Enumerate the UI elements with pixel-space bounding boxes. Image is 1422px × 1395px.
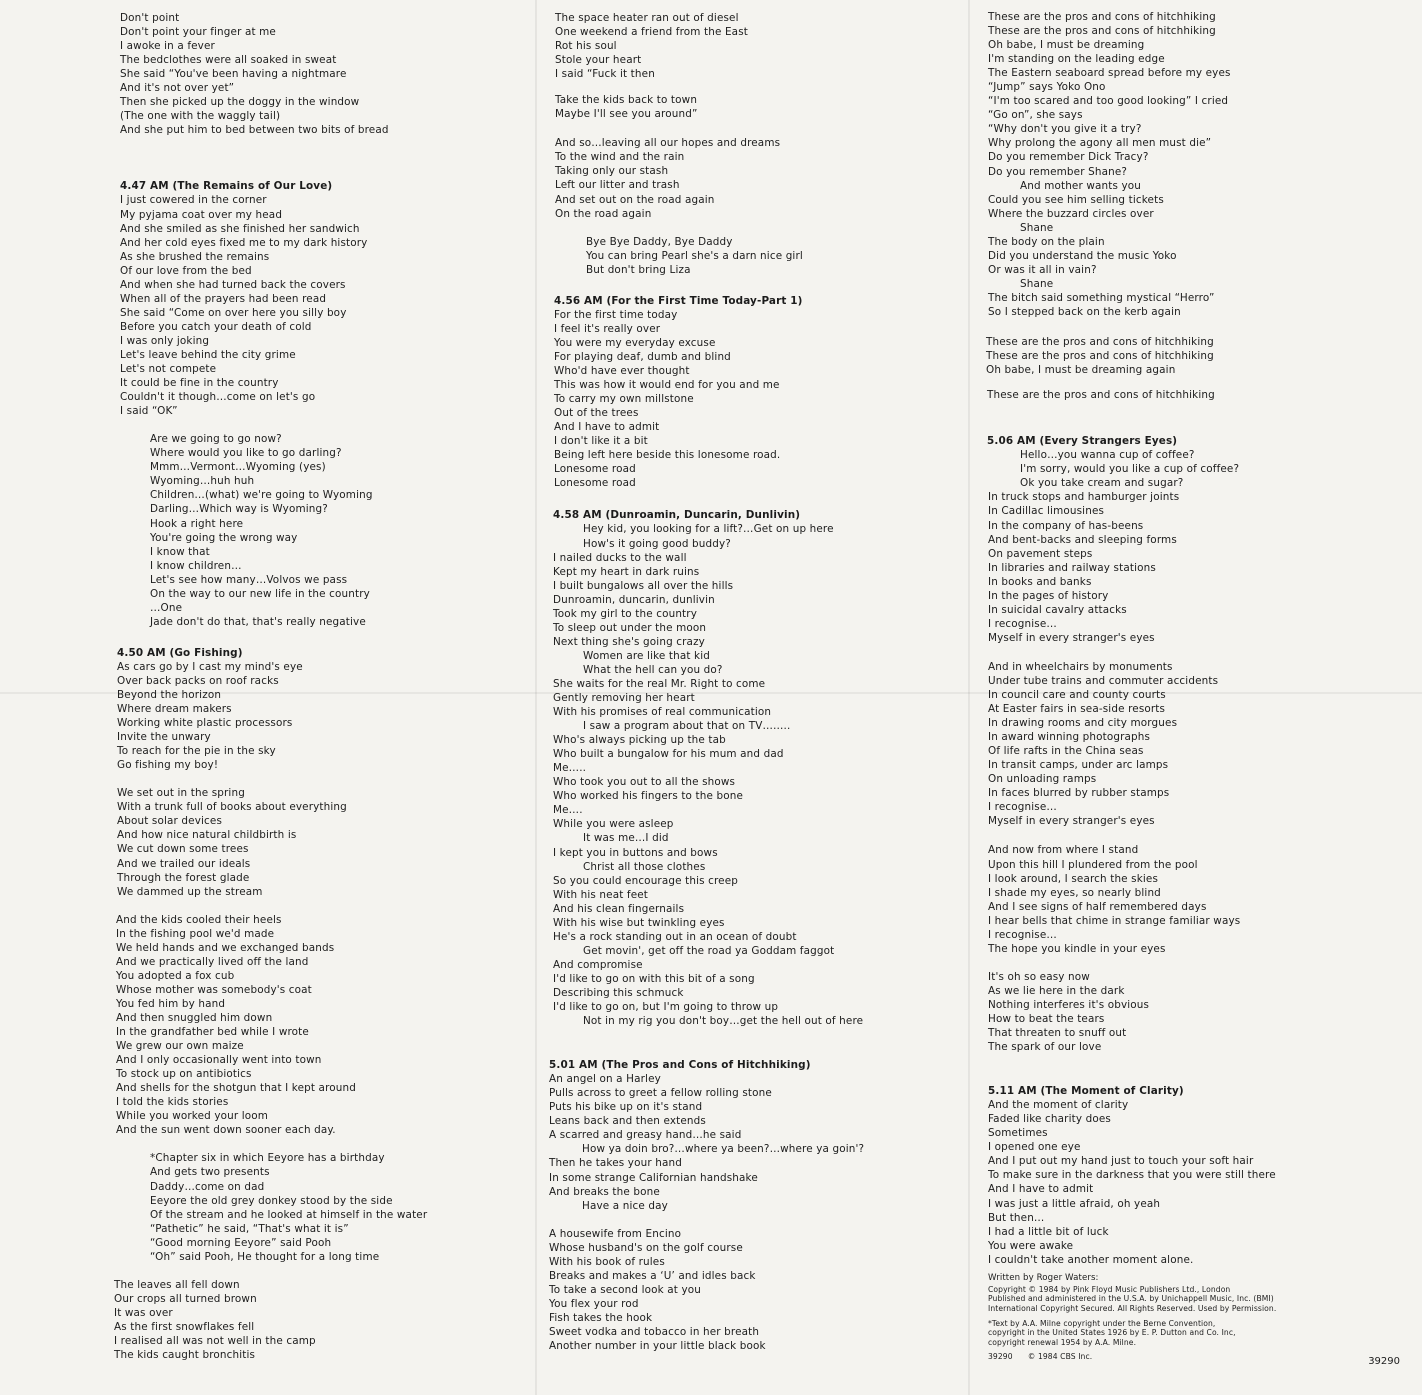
lyric-line: Stole your heart bbox=[555, 54, 642, 67]
spoken-line: Have a nice day bbox=[582, 1199, 668, 1212]
lyric-line: And the kids cooled their heels bbox=[116, 913, 282, 926]
lyric-line: She said “You've been having a nightmare bbox=[120, 68, 347, 81]
lyric-line: An angel on a Harley bbox=[549, 1073, 661, 1086]
lyric-line: Jade don't do that, that's really negative bbox=[150, 615, 366, 628]
lyric-line: This was how it would end for you and me bbox=[554, 379, 780, 392]
spoken-line: And mother wants you bbox=[1020, 179, 1142, 192]
col1-sec450-spoken bbox=[112, 1151, 522, 1263]
lyric-line: To reach for the pie in the sky bbox=[117, 745, 276, 758]
lyric-line: Took my girl to the country bbox=[553, 607, 698, 620]
lyric-line: The space heater ran out of diesel bbox=[555, 12, 739, 24]
lyric-line: Faded like charity does bbox=[988, 1113, 1111, 1126]
lyric-line: And the moment of clarity bbox=[988, 1099, 1129, 1112]
col3-verse3 bbox=[983, 388, 1413, 402]
lyric-line: Then she picked up the doggy in the window bbox=[120, 96, 360, 109]
lyric-line: Dunroamin, duncarin, dunlivin bbox=[553, 593, 715, 606]
lyric-line: I had a little bit of luck bbox=[988, 1225, 1109, 1238]
lyric-line: I built bungalows all over the hills bbox=[553, 579, 734, 592]
lyric-line: I nailed ducks to the wall bbox=[553, 551, 687, 564]
lyric-line: Myself in every stranger's eyes bbox=[988, 631, 1155, 644]
lyric-line: I'm standing on the leading edge bbox=[988, 53, 1165, 66]
spoken-line: Hey kid, you looking for a lift?…Get on up here bbox=[583, 523, 834, 536]
lyric-line: As cars go by I cast my mind's eye bbox=[117, 660, 303, 673]
lyric-line: Breaks and makes a ‘U’ and idles back bbox=[549, 1269, 756, 1282]
col1-sec447-spoken bbox=[112, 432, 522, 629]
lyric-line: To the wind and the rain bbox=[555, 151, 685, 164]
lyric-line: We dammed up the stream bbox=[117, 885, 263, 898]
lyric-line: You're going the wrong way bbox=[150, 531, 298, 544]
lyric-line: Nothing interferes it's obvious bbox=[988, 998, 1150, 1011]
lyric-line: So I stepped back on the kerb again bbox=[988, 305, 1181, 318]
col2-sec501a bbox=[546, 1072, 956, 1212]
lyric-line: Another number in your little black book bbox=[549, 1340, 766, 1353]
lyric-line: Who'd have ever thought bbox=[554, 364, 690, 377]
col2-verse1 bbox=[546, 11, 956, 81]
lyric-line: Upon this hill I plundered from the pool bbox=[988, 858, 1198, 871]
lyric-line: Wyoming…huh huh bbox=[150, 475, 255, 488]
lyric-line: …One bbox=[150, 601, 183, 614]
section-title-506: 5.06 AM (Every Strangers Eyes) bbox=[987, 435, 1178, 448]
col2-verse3-spoken bbox=[546, 235, 956, 277]
lyric-line: A housewife from Encino bbox=[549, 1227, 682, 1240]
page-fold-vertical-1 bbox=[535, 0, 537, 1395]
col3-sec506-spoken bbox=[983, 448, 1413, 490]
lyric-line: Hello…you wanna cup of coffee? bbox=[1020, 449, 1195, 462]
lyric-line: And now from where I stand bbox=[988, 844, 1139, 857]
lyric-line: Why prolong the agony all men must die” bbox=[988, 137, 1212, 150]
lyric-line: You adopted a fox cub bbox=[116, 969, 235, 982]
lyric-line: I said “OK” bbox=[120, 405, 178, 418]
lyric-line: Lonesome road bbox=[554, 477, 636, 490]
spoken-line: It was me…I did bbox=[583, 832, 669, 845]
lyric-line: I said “Fuck it then bbox=[555, 68, 655, 81]
col3-verse1 bbox=[983, 10, 1413, 319]
lyric-line: I look around, I search the skies bbox=[988, 872, 1159, 885]
lyric-line: And we trailed our ideals bbox=[117, 857, 251, 870]
lyric-line: The spark of our love bbox=[988, 1041, 1102, 1054]
spoken-line: Women are like that kid bbox=[583, 649, 710, 662]
lyric-line: At Easter fairs in sea-side resorts bbox=[988, 703, 1166, 716]
lyric-line: We set out in the spring bbox=[117, 787, 245, 800]
lyric-line: How to beat the tears bbox=[988, 1013, 1105, 1025]
lyric-line: With a trunk full of books about everything bbox=[117, 801, 347, 814]
lyric-line: So you could encourage this creep bbox=[553, 874, 739, 887]
lyric-line: The hope you kindle in your eyes bbox=[988, 942, 1166, 955]
col2-verse3 bbox=[546, 136, 956, 220]
lyric-line: We held hands and we exchanged bands bbox=[116, 941, 335, 954]
lyric-line: “I'm too scared and too good looking” I cried bbox=[988, 95, 1229, 108]
lyric-line: I was just a little afraid, oh yeah bbox=[988, 1197, 1161, 1210]
lyric-line: I don't like it a bit bbox=[554, 435, 648, 448]
lyric-line: And the sun went down sooner each day. bbox=[116, 1124, 336, 1137]
lyric-line: Published and administered in the U.S.A. by Unichappell Music, Inc. (BMI) bbox=[988, 1294, 1274, 1304]
lyric-line: And I put out my hand just to touch your soft hair bbox=[988, 1155, 1254, 1168]
lyric-line: copyright renewal 1954 by A.A. Milne. bbox=[988, 1337, 1137, 1347]
lyric-line: I awoke in a fever bbox=[120, 40, 215, 53]
lyric-line: Being left here beside this lonesome road. bbox=[554, 449, 781, 462]
lyric-line: Darling…Which way is Wyoming? bbox=[150, 503, 328, 516]
lyric-line: Myself in every stranger's eyes bbox=[988, 815, 1155, 828]
lyric-line: You were my everyday excuse bbox=[554, 336, 716, 349]
lyric-line: Gently removing her heart bbox=[553, 692, 695, 705]
lyric-line: In the grandfather bed while I wrote bbox=[116, 1026, 309, 1039]
lyrics-column-3 bbox=[983, 10, 1413, 1362]
spoken-line: Christ all those clothes bbox=[583, 860, 706, 873]
lyric-line: To stock up on antibiotics bbox=[116, 1068, 252, 1081]
col3-sec506c bbox=[983, 843, 1413, 955]
credits bbox=[988, 1272, 1413, 1362]
lyric-line: I kept you in buttons and bows bbox=[553, 846, 718, 859]
lyric-line: I know that bbox=[150, 545, 210, 558]
col2-verse2 bbox=[546, 93, 956, 121]
lyric-line: The kids caught bronchitis bbox=[114, 1349, 256, 1362]
lyric-line: In award winning photographs bbox=[988, 731, 1151, 744]
lyric-line: And how nice natural childbirth is bbox=[117, 829, 297, 842]
lyric-line: Let's leave behind the city grime bbox=[120, 348, 296, 361]
section-title-501: 5.01 AM (The Pros and Cons of Hitchhiking) bbox=[549, 1059, 811, 1072]
lyric-line: I hear bells that chime in strange familiar ways bbox=[988, 914, 1241, 927]
lyric-line: We grew our own maize bbox=[116, 1040, 244, 1053]
lyric-line: To sleep out under the moon bbox=[553, 621, 707, 634]
lyric-line: To take a second look at you bbox=[549, 1283, 702, 1296]
lyric-line: A scarred and greasy hand…he said bbox=[549, 1129, 742, 1142]
col3-sec506d bbox=[983, 970, 1413, 1054]
lyric-line: In Cadillac limousines bbox=[988, 505, 1105, 518]
lyric-line: He's a rock standing out in an ocean of doubt bbox=[553, 930, 797, 943]
lyric-line: Couldn't it though…come on let's go bbox=[120, 391, 316, 404]
lyric-line: That threaten to snuff out bbox=[988, 1027, 1127, 1040]
lyric-line: Under tube trains and commuter accidents bbox=[988, 674, 1219, 687]
lyric-line: On pavement steps bbox=[988, 547, 1093, 560]
lyric-line: Daddy…come on dad bbox=[150, 1180, 265, 1193]
lyric-line: With his neat feet bbox=[553, 888, 649, 901]
lyric-line: Then he takes your hand bbox=[549, 1157, 682, 1170]
lyric-line: I'd like to go on with this bit of a song bbox=[553, 972, 755, 985]
lyric-line: These are the pros and cons of hitchhiking bbox=[987, 389, 1215, 402]
spoken-line: I saw a program about that on TV…….. bbox=[583, 720, 791, 733]
lyric-line: Hook a right here bbox=[150, 517, 244, 530]
lyric-line: And she put him to bed between two bits of bread bbox=[120, 124, 389, 137]
catalog-number: 39290 bbox=[1368, 1356, 1400, 1367]
lyric-line: In some strange Californian handshake bbox=[549, 1171, 758, 1184]
lyric-line: Describing this schmuck bbox=[553, 987, 684, 999]
lyric-line: I shade my eyes, so nearly blind bbox=[988, 886, 1161, 899]
lyric-line: Are we going to go now? bbox=[150, 433, 282, 446]
lyric-line: These are the pros and cons of hitchhiking bbox=[986, 336, 1214, 349]
col1-sec450c bbox=[112, 913, 522, 1138]
lyric-line: Through the forest glade bbox=[117, 871, 250, 884]
lyric-line: I feel it's really over bbox=[554, 322, 661, 335]
spoken-line: How ya doin bro?…where ya been?…where ya goin'? bbox=[582, 1143, 865, 1156]
lyric-line: In council care and county courts bbox=[988, 689, 1166, 702]
lyric-line: As we lie here in the dark bbox=[988, 984, 1125, 997]
lyric-line: I'd like to go on, but I'm going to throw up bbox=[553, 1001, 779, 1014]
lyric-line: “Oh” said Pooh, He thought for a long time bbox=[150, 1250, 380, 1263]
credits-copyright bbox=[988, 1285, 1413, 1314]
lyric-line: Maybe I'll see you around” bbox=[555, 108, 698, 121]
lyric-line: We cut down some trees bbox=[117, 843, 249, 856]
lyric-line: The body on the plain bbox=[988, 235, 1105, 248]
lyric-line: Me….. bbox=[553, 762, 587, 775]
lyric-line: The Eastern seaboard spread before my eyes bbox=[988, 67, 1231, 80]
lyric-line: In the company of has-beens bbox=[988, 519, 1144, 532]
lyric-line: copyright in the United States 1926 by E. P. Dutton and Co. Inc, bbox=[988, 1328, 1236, 1338]
col2-sec501b bbox=[546, 1227, 956, 1353]
lyric-line: Where would you like to go darling? bbox=[150, 447, 342, 460]
lyric-line: Working white plastic processors bbox=[117, 717, 293, 730]
lyric-line: Don't point bbox=[120, 12, 180, 24]
lyric-line: Do you remember Dick Tracy? bbox=[988, 151, 1149, 164]
lyric-line: I told the kids stories bbox=[116, 1096, 229, 1109]
lyric-line: I opened one eye bbox=[988, 1141, 1081, 1154]
lyric-line: It was over bbox=[114, 1306, 173, 1319]
lyric-line: And we practically lived off the land bbox=[116, 955, 309, 968]
lyrics-column-2 bbox=[546, 11, 956, 1353]
lyric-line: But then… bbox=[988, 1211, 1045, 1224]
lyric-line: Sweet vodka and tobacco in her breath bbox=[549, 1325, 760, 1338]
lyric-line: Beyond the horizon bbox=[117, 689, 222, 702]
lyric-line: To carry my own millstone bbox=[554, 393, 694, 406]
section-title-456: 4.56 AM (For the First Time Today-Part 1) bbox=[554, 294, 803, 307]
lyric-line: “Good morning Eeyore” said Pooh bbox=[150, 1236, 332, 1249]
lyric-line: The bedclothes were all soaked in sweat bbox=[120, 54, 337, 67]
lyric-line: Don't point your finger at me bbox=[120, 26, 276, 39]
lyric-line: Where the buzzard circles over bbox=[988, 207, 1154, 220]
lyric-line: In suicidal cavalry attacks bbox=[988, 603, 1127, 616]
col2-sec458 bbox=[546, 522, 956, 1028]
lyric-line: I couldn't take another moment alone. bbox=[988, 1253, 1194, 1266]
lyric-line: (The one with the waggly tail) bbox=[120, 110, 281, 123]
lyric-line: Whose husband's on the golf course bbox=[549, 1241, 743, 1254]
lyric-line: Before you catch your death of cold bbox=[120, 320, 312, 333]
lyric-line: Next thing she's going crazy bbox=[553, 635, 705, 648]
lyric-line: For the first time today bbox=[554, 308, 678, 321]
col3-sec511 bbox=[983, 1098, 1413, 1267]
credits-footer: 39290 © 1984 CBS Inc. bbox=[988, 1352, 1093, 1362]
lyric-line: Copyright © 1984 by Pink Floyd Music Publishers Ltd., London bbox=[988, 1284, 1231, 1294]
lyric-line: And I have to admit bbox=[554, 421, 660, 434]
lyric-line: And set out on the road again bbox=[555, 193, 715, 206]
lyric-line: Leans back and then extends bbox=[549, 1115, 706, 1128]
spoken-line: Get movin', get off the road ya Goddam faggot bbox=[583, 944, 835, 957]
lyric-line: She said “Come on over here you silly boy bbox=[120, 306, 347, 319]
lyric-line: Of our love from the bed bbox=[120, 264, 252, 277]
lyric-line: While you worked your loom bbox=[116, 1110, 269, 1123]
lyric-line: And I only occasionally went into town bbox=[116, 1054, 322, 1067]
lyric-line: On the road again bbox=[555, 207, 652, 220]
lyric-line: And compromise bbox=[553, 958, 643, 971]
lyric-line: And it's not over yet” bbox=[120, 82, 235, 95]
lyric-line: And when she had turned back the covers bbox=[120, 278, 346, 291]
page-fold-vertical-2 bbox=[968, 0, 970, 1395]
lyric-line: But don't bring Liza bbox=[586, 263, 691, 276]
lyric-line: I recognise… bbox=[988, 617, 1057, 630]
lyric-line: I'm sorry, would you like a cup of coffee? bbox=[1020, 463, 1240, 476]
spoken-line: Shane bbox=[1020, 277, 1054, 290]
col1-sec450a bbox=[112, 660, 522, 772]
spoken-line: What the hell can you do? bbox=[583, 663, 723, 676]
lyric-line: Out of the trees bbox=[554, 407, 639, 420]
lyric-line: Left our litter and trash bbox=[555, 179, 680, 192]
lyric-line: In books and banks bbox=[988, 575, 1092, 588]
lyric-line: Lonesome road bbox=[554, 463, 636, 476]
lyric-line: When all of the prayers had been read bbox=[120, 292, 327, 305]
section-title-447: 4.47 AM (The Remains of Our Love) bbox=[120, 180, 333, 193]
lyric-line: Ok you take cream and sugar? bbox=[1020, 477, 1184, 490]
lyric-line: “Jump” says Yoko Ono bbox=[988, 81, 1106, 94]
lyric-line: Could you see him selling tickets bbox=[988, 193, 1164, 206]
lyric-line: “Pathetic” he said, “That's what it is” bbox=[150, 1222, 349, 1235]
lyric-line: Mmm…Vermont…Wyoming (yes) bbox=[150, 461, 326, 474]
lyric-line: Pulls across to greet a fellow rolling stone bbox=[549, 1087, 772, 1100]
lyric-line: My pyjama coat over my head bbox=[120, 208, 283, 221]
lyric-line: In drawing rooms and city morgues bbox=[988, 717, 1178, 730]
lyric-line: As the first snowflakes fell bbox=[114, 1320, 255, 1333]
lyric-line: Sometimes bbox=[988, 1127, 1048, 1140]
lyric-line: And her cold eyes fixed me to my dark history bbox=[120, 236, 368, 249]
lyric-line: “Why don't you give it a try? bbox=[988, 123, 1142, 136]
lyric-line: Who's always picking up the tab bbox=[553, 734, 726, 747]
lyric-line: Children…(what) we're going to Wyoming bbox=[150, 489, 373, 502]
lyric-line: On the way to our new life in the country bbox=[150, 587, 370, 600]
lyric-line: Puts his bike up on it's stand bbox=[549, 1101, 703, 1114]
lyric-line: Who worked his fingers to the bone bbox=[553, 790, 743, 803]
lyric-line: Or was it all in vain? bbox=[988, 263, 1097, 276]
lyric-line: Rot his soul bbox=[555, 40, 617, 53]
lyric-line: And his clean fingernails bbox=[553, 902, 685, 915]
spoken-line: Not in my rig you don't boy…get the hell out of here bbox=[583, 1015, 864, 1028]
lyric-line: “Go on”, she says bbox=[988, 109, 1083, 122]
lyric-line: Over back packs on roof racks bbox=[117, 674, 279, 687]
lyrics-column-1 bbox=[112, 11, 522, 1362]
lyric-line: *Text by A.A. Milne copyright under the Berne Convention, bbox=[988, 1318, 1216, 1328]
lyric-line: Let's not compete bbox=[120, 363, 217, 376]
lyric-line: Oh babe, I must be dreaming again bbox=[986, 364, 1176, 377]
lyric-line: I realised all was not well in the camp bbox=[114, 1334, 316, 1347]
lyric-line: In the fishing pool we'd made bbox=[116, 927, 275, 940]
lyric-line: Of life rafts in the China seas bbox=[988, 745, 1144, 758]
lyric-line: Take the kids back to town bbox=[555, 94, 698, 107]
lyric-line: With his book of rules bbox=[549, 1255, 665, 1268]
lyric-line: You were awake bbox=[988, 1239, 1074, 1252]
lyric-line: And I have to admit bbox=[988, 1183, 1094, 1196]
lyric-line: With his promises of real communication bbox=[553, 706, 772, 719]
lyric-line: And bent-backs and sleeping forms bbox=[988, 533, 1177, 546]
col3-sec506b bbox=[983, 660, 1413, 829]
lyric-line: I know children… bbox=[150, 559, 242, 572]
lyric-line: And she smiled as she finished her sandwich bbox=[120, 222, 360, 235]
col1-verse1 bbox=[112, 11, 522, 137]
lyric-line: And in wheelchairs by monuments bbox=[988, 660, 1173, 673]
lyric-line: And so…leaving all our hopes and dreams bbox=[555, 137, 781, 150]
lyric-line: Did you understand the music Yoko bbox=[988, 249, 1177, 262]
lyric-line: You flex your rod bbox=[549, 1297, 639, 1310]
lyric-line: It could be fine in the country bbox=[120, 377, 279, 390]
lyric-line: And gets two presents bbox=[150, 1166, 270, 1179]
lyric-line: With his wise but twinkling eyes bbox=[553, 916, 725, 929]
lyric-line: International Copyright Secured. All Rights Reserved. Used by Permission. bbox=[988, 1303, 1277, 1313]
lyric-line: While you were asleep bbox=[553, 818, 674, 831]
lyric-line: As she brushed the remains bbox=[120, 250, 270, 263]
lyric-line: For playing deaf, dumb and blind bbox=[554, 350, 731, 363]
lyric-line: These are the pros and cons of hitchhiking bbox=[988, 11, 1216, 23]
credits-written-by: Written by Roger Waters: bbox=[988, 1272, 1099, 1283]
lyric-line: And I see signs of half remembered days bbox=[988, 900, 1207, 913]
col1-sec447-lines bbox=[112, 193, 522, 418]
lyric-line: And breaks the bone bbox=[549, 1185, 660, 1198]
col1-sec450b bbox=[112, 786, 522, 898]
credits-milne bbox=[988, 1319, 1413, 1348]
lyric-line: On unloading ramps bbox=[988, 773, 1097, 786]
lyric-line: Me…. bbox=[553, 804, 583, 817]
lyric-line: Where dream makers bbox=[117, 703, 232, 716]
lyric-line: Who built a bungalow for his mum and dad bbox=[553, 748, 784, 761]
lyric-line: Who took you out to all the shows bbox=[553, 776, 736, 789]
col2-sec456 bbox=[546, 308, 956, 491]
lyric-line: Of the stream and he looked at himself in the water bbox=[150, 1208, 428, 1221]
lyric-line: In truck stops and hamburger joints bbox=[988, 491, 1180, 504]
lyric-line: Eeyore the old grey donkey stood by the side bbox=[150, 1194, 393, 1207]
lyric-line: Oh babe, I must be dreaming bbox=[988, 39, 1145, 52]
lyric-line: In transit camps, under arc lamps bbox=[988, 759, 1169, 772]
lyric-line: Go fishing my boy! bbox=[117, 759, 219, 772]
lyric-line: *Chapter six in which Eeyore has a birthday bbox=[150, 1152, 385, 1165]
lyric-line: And shells for the shotgun that I kept around bbox=[116, 1082, 356, 1095]
lyric-line: In the pages of history bbox=[988, 589, 1109, 602]
lyric-line: I was only joking bbox=[120, 334, 210, 347]
lyric-line: I recognise… bbox=[988, 801, 1057, 814]
lyric-line: Our crops all turned brown bbox=[114, 1292, 257, 1305]
lyric-line: The leaves all fell down bbox=[114, 1278, 240, 1291]
lyric-line: I just cowered in the corner bbox=[120, 194, 267, 207]
lyric-line: You fed him by hand bbox=[116, 997, 226, 1010]
lyric-line: You can bring Pearl she's a darn nice girl bbox=[586, 249, 803, 262]
lyric-line: The bitch said something mystical “Herro” bbox=[988, 291, 1215, 304]
spoken-line: Shane bbox=[1020, 221, 1054, 234]
lyric-line: Whose mother was somebody's coat bbox=[116, 983, 312, 996]
lyric-line: In faces blurred by rubber stamps bbox=[988, 787, 1170, 800]
lyric-line: About solar devices bbox=[117, 815, 223, 828]
col3-sec506a bbox=[983, 490, 1413, 645]
section-title-511: 5.11 AM (The Moment of Clarity) bbox=[988, 1085, 1184, 1098]
lyric-line: Fish takes the hook bbox=[549, 1311, 653, 1324]
lyric-line: Bye Bye Daddy, Bye Daddy bbox=[586, 235, 733, 248]
spoken-line: How's it going good buddy? bbox=[583, 537, 731, 550]
lyric-line: I recognise… bbox=[988, 928, 1057, 941]
lyric-line: Let's see how many…Volvos we pass bbox=[150, 573, 348, 586]
col1-sec450d bbox=[112, 1278, 522, 1362]
lyric-line: These are the pros and cons of hitchhiking bbox=[986, 350, 1214, 363]
lyric-line: Taking only our stash bbox=[555, 165, 669, 178]
lyric-line: It's oh so easy now bbox=[988, 970, 1090, 983]
lyric-line: To make sure in the darkness that you were still there bbox=[988, 1169, 1276, 1182]
lyric-line: These are the pros and cons of hitchhiking bbox=[988, 25, 1216, 38]
lyric-line: Kept my heart in dark ruins bbox=[553, 565, 700, 578]
lyric-line: Invite the unwary bbox=[117, 731, 211, 744]
lyric-line: In libraries and railway stations bbox=[988, 561, 1156, 574]
col3-verse2 bbox=[983, 335, 1413, 377]
lyric-line: And then snuggled him down bbox=[116, 1012, 273, 1024]
section-title-450: 4.50 AM (Go Fishing) bbox=[117, 646, 243, 659]
lyric-line: She waits for the real Mr. Right to come bbox=[553, 677, 766, 690]
lyric-line: Do you remember Shane? bbox=[988, 165, 1128, 178]
lyric-line: One weekend a friend from the East bbox=[555, 26, 748, 39]
section-title-458: 4.58 AM (Dunroamin, Duncarin, Dunlivin) bbox=[553, 509, 801, 522]
